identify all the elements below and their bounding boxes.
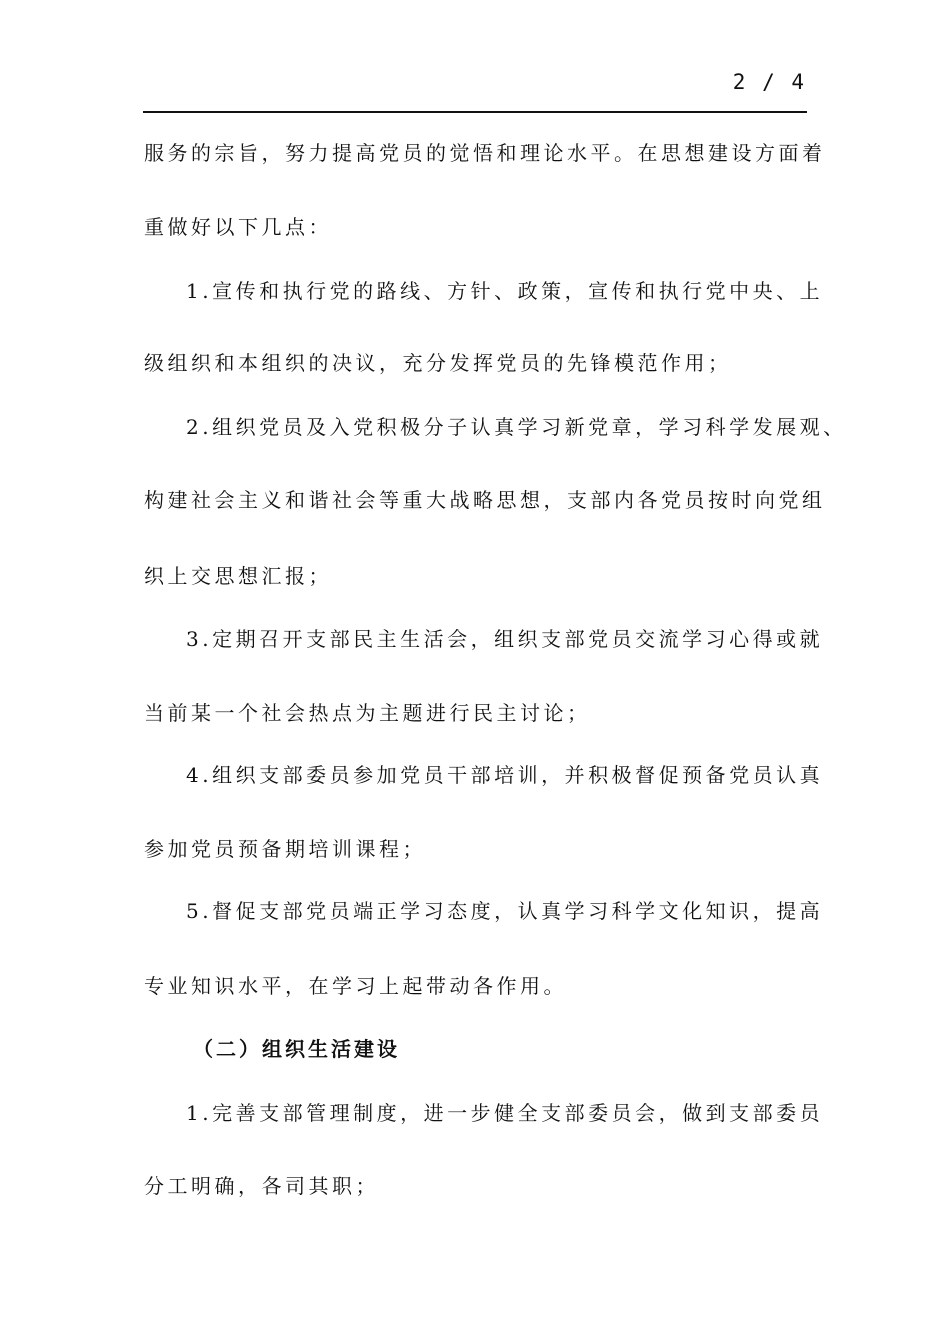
section-heading: （二）组织生活建设 [193,1037,400,1061]
list-item-1: 1.完善支部管理制度，进一步健全支部委员会，做到支部委员 [186,1101,824,1125]
paragraph-line: 构建社会主义和谐社会等重大战略思想，支部内各党员按时向党组 [144,488,826,512]
paragraph-line: 参加党员预备期培训课程； [144,837,426,861]
paragraph-line: 重做好以下几点： [144,215,332,239]
header-rule [143,111,807,113]
page-number: 2 / 4 [732,70,806,94]
paragraph-line: 专业知识水平，在学习上起带动各作用。 [144,974,567,998]
paragraph-line: 当前某一个社会热点为主题进行民主讨论； [144,701,591,725]
list-item-2: 2.组织党员及入党积极分子认真学习新党章，学习科学发展观、 [186,415,847,439]
paragraph-line: 织上交思想汇报； [144,564,332,588]
list-item-3: 3.定期召开支部民主生活会，组织支部党员交流学习心得或就 [186,627,824,651]
paragraph-line: 分工明确，各司其职； [144,1174,379,1198]
list-item-5: 5.督促支部党员端正学习态度，认真学习科学文化知识，提高 [186,899,824,923]
paragraph-line: 级组织和本组织的决议，充分发挥党员的先锋模范作用； [144,351,732,375]
list-item-1: 1.宣传和执行党的路线、方针、政策，宣传和执行党中央、上 [186,279,824,303]
paragraph-line: 服务的宗旨，努力提高党员的觉悟和理论水平。在思想建设方面着 [144,141,826,165]
list-item-4: 4.组织支部委员参加党员干部培训，并积极督促预备党员认真 [186,763,824,787]
